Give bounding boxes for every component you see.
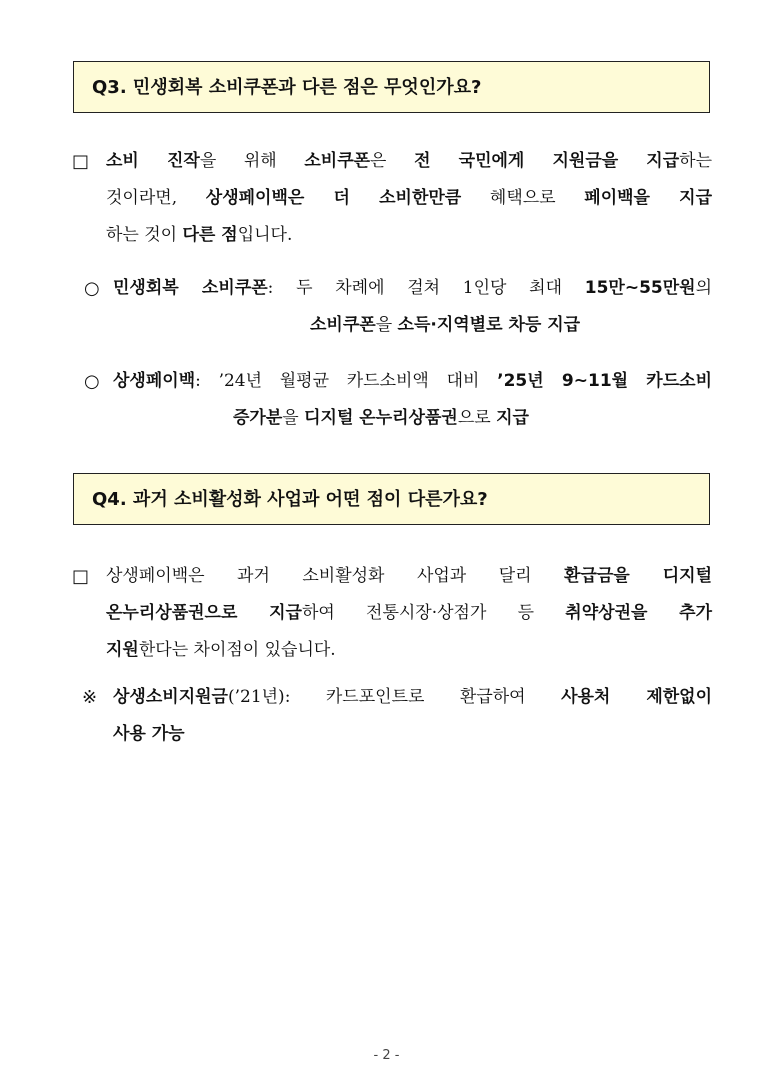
text-segment: 을 위해 (199, 151, 305, 171)
bold-text-segment: 소비쿠폰 (310, 315, 376, 335)
bold-text-segment: 페이백을 지급 (584, 188, 713, 208)
q3-bullet-2-line-1 (113, 363, 712, 400)
text-segment: 하는 것이 (106, 225, 183, 245)
bold-text-segment: 증가분 (233, 408, 283, 428)
bold-text-segment: 15만~55만원 (584, 278, 696, 298)
q3-square-marker: □ (72, 151, 90, 172)
q4-note (113, 679, 712, 753)
bold-text-segment: 지급 (496, 408, 529, 428)
bold-text-segment: 다른 점 (182, 225, 238, 245)
q4-note-line-2 (113, 716, 712, 753)
q3-bullet-2 (113, 363, 712, 437)
q3-answer-paragraph (106, 143, 712, 254)
q4-line-3 (106, 632, 712, 669)
q4-note-marker: ※ (82, 687, 98, 708)
page-number: - 2 - (373, 1048, 400, 1063)
bold-text-segment: ’25년 9~11월 카드소비 (497, 371, 712, 391)
text-segment: 은 (370, 151, 415, 171)
text-segment: 혜택으로 (461, 188, 585, 208)
q4-answer-paragraph (106, 558, 712, 669)
q4-title: Q4. 과거 소비활성화 사업과 어떤 점이 다른가요? (92, 489, 488, 510)
bold-text-segment: 상생소비지원금 (113, 687, 228, 707)
text-segment: : 두 차례에 걸쳐 1인당 최대 (267, 278, 585, 298)
bold-text-segment: 지원 (106, 640, 139, 660)
bold-text-segment: 취약상권을 추가 (565, 603, 712, 623)
bold-text-segment: 환급금을 디지털 (564, 566, 712, 586)
text-segment: 하는 (679, 151, 712, 171)
bold-text-segment: 전 국민에게 지원금을 지급 (414, 151, 680, 171)
q3-bullet-1-marker: ○ (84, 278, 100, 299)
bold-text-segment: 상생페이백은 더 소비한만큼 (205, 188, 462, 208)
bold-text-segment: 사용 가능 (113, 724, 185, 744)
text-segment: 을 (375, 315, 398, 335)
q4-line-2 (106, 595, 712, 632)
q3-line-1 (106, 143, 712, 180)
q3-bullet-1-line-2 (113, 307, 712, 344)
text-segment: 입니다. (237, 225, 293, 245)
bold-text-segment: 온누리상품권으로 지급 (106, 603, 302, 623)
text-segment: 을 (282, 408, 305, 428)
q4-line-1 (106, 558, 712, 595)
text-segment: 의 (695, 278, 713, 298)
text-segment: 것이라면, (106, 188, 206, 208)
bold-text-segment: 소득·지역별로 차등 지급 (397, 315, 581, 335)
q3-question-box (73, 61, 710, 113)
bold-text-segment: 디지털 온누리상품권 (304, 408, 458, 428)
text-segment: 하여 전통시장·상점가 등 (301, 603, 566, 623)
bold-text-segment: 소비쿠폰 (304, 151, 371, 171)
q3-title: Q3. 민생회복 소비쿠폰과 다른 점은 무엇인가요? (92, 77, 482, 98)
bold-text-segment: 사용처 제한없이 (561, 687, 713, 707)
bold-text-segment: 소비 진작 (106, 151, 200, 171)
q4-question-box (73, 473, 710, 525)
q3-bullet-2-line-2 (113, 400, 712, 437)
text-segment: (’21년): 카드포인트로 환급하여 (227, 687, 562, 707)
text-segment: 으로 (457, 408, 497, 428)
text-segment: 한다는 차이점이 있습니다. (138, 640, 336, 660)
q3-line-2 (106, 180, 712, 217)
text-segment: : ’24년 월평균 카드소비액 대비 (195, 371, 498, 391)
q3-bullet-1 (113, 270, 712, 344)
text-segment: 상생페이백은 과거 소비활성화 사업과 달리 (106, 566, 565, 586)
q3-bullet-2-marker: ○ (84, 371, 100, 392)
bold-text-segment: 민생회복 소비쿠폰 (113, 278, 268, 298)
bold-text-segment: 상생페이백 (113, 371, 196, 391)
q3-line-3 (106, 217, 712, 254)
q3-bullet-1-line-1 (113, 270, 712, 307)
q4-square-marker: □ (72, 566, 90, 587)
q4-note-line-1 (113, 679, 712, 716)
